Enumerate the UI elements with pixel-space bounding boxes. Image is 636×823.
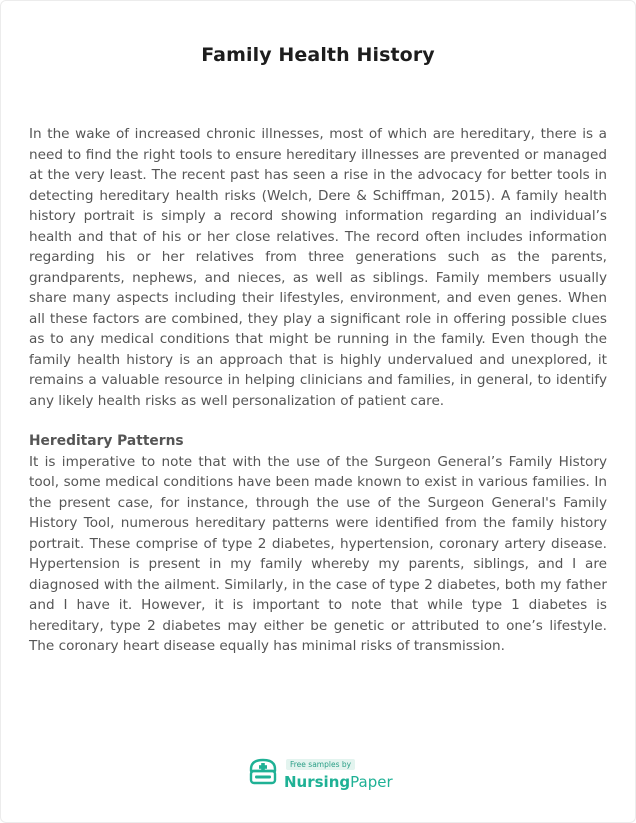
page-title: Family Health History bbox=[201, 44, 435, 66]
logo-tagline: Free samples by bbox=[286, 759, 355, 770]
footer-logo[interactable] bbox=[246, 752, 393, 792]
logo-brand bbox=[284, 772, 393, 792]
nurse-cap-icon bbox=[246, 755, 280, 789]
intro-paragraph: In the wake of increased chronic illnesses, most of which are hereditary, there is a need to find the right tools to ensure hereditary illnesses are prevented or managed at the very least. The recent past has seen a rise in the advocacy for better tools in detecting hereditary health risks (Welch, Dere & Schiffman, 2015). A family health history portrait is simply a record showing information regarding an individual’s health and that of his or her close relatives. The record often includes information regarding his or her relatives from three generations such as the parents, grandparents, nephews, and nieces, as well as siblings. Family members usually share many aspects including their lifestyles, environment, and even genes. When all these factors are combined, they play a significant role in offering possible clues as to any medical conditions that might be running in the family. Even though the family health history is an approach that is highly undervalued and unexplored, it remains a valuable resource in helping clinicians and families, in general, to identify any likely health risks as well personalization of patient care. bbox=[29, 126, 607, 409]
hereditary-paragraph: It is imperative to note that with the use of the Surgeon General’s Family History tool, some medical conditions have been made known to exist in various families. In the present case, for instance, through the use of the Surgeon General's Family History Tool, numerous hereditary patterns were identified from the family history portrait. These comprise of type 2 diabetes, hypertension, coronary artery disease. Hypertension is present in my family whereby my parents, siblings, and I are diagnosed with the ailment. Similarly, in the case of type 2 diabetes, both my father and I have it. However, it is important to note that while type 1 diabetes is hereditary, type 2 diabetes may either be genetic or attributed to one’s lifestyle. The coronary heart disease equally has minimal risks of transmission. bbox=[29, 453, 607, 654]
section-heading-hereditary: Hereditary Patterns bbox=[29, 433, 184, 449]
document-body bbox=[29, 124, 607, 657]
brand-light: Paper bbox=[350, 773, 393, 791]
brand-bold: Nursing bbox=[284, 773, 351, 791]
